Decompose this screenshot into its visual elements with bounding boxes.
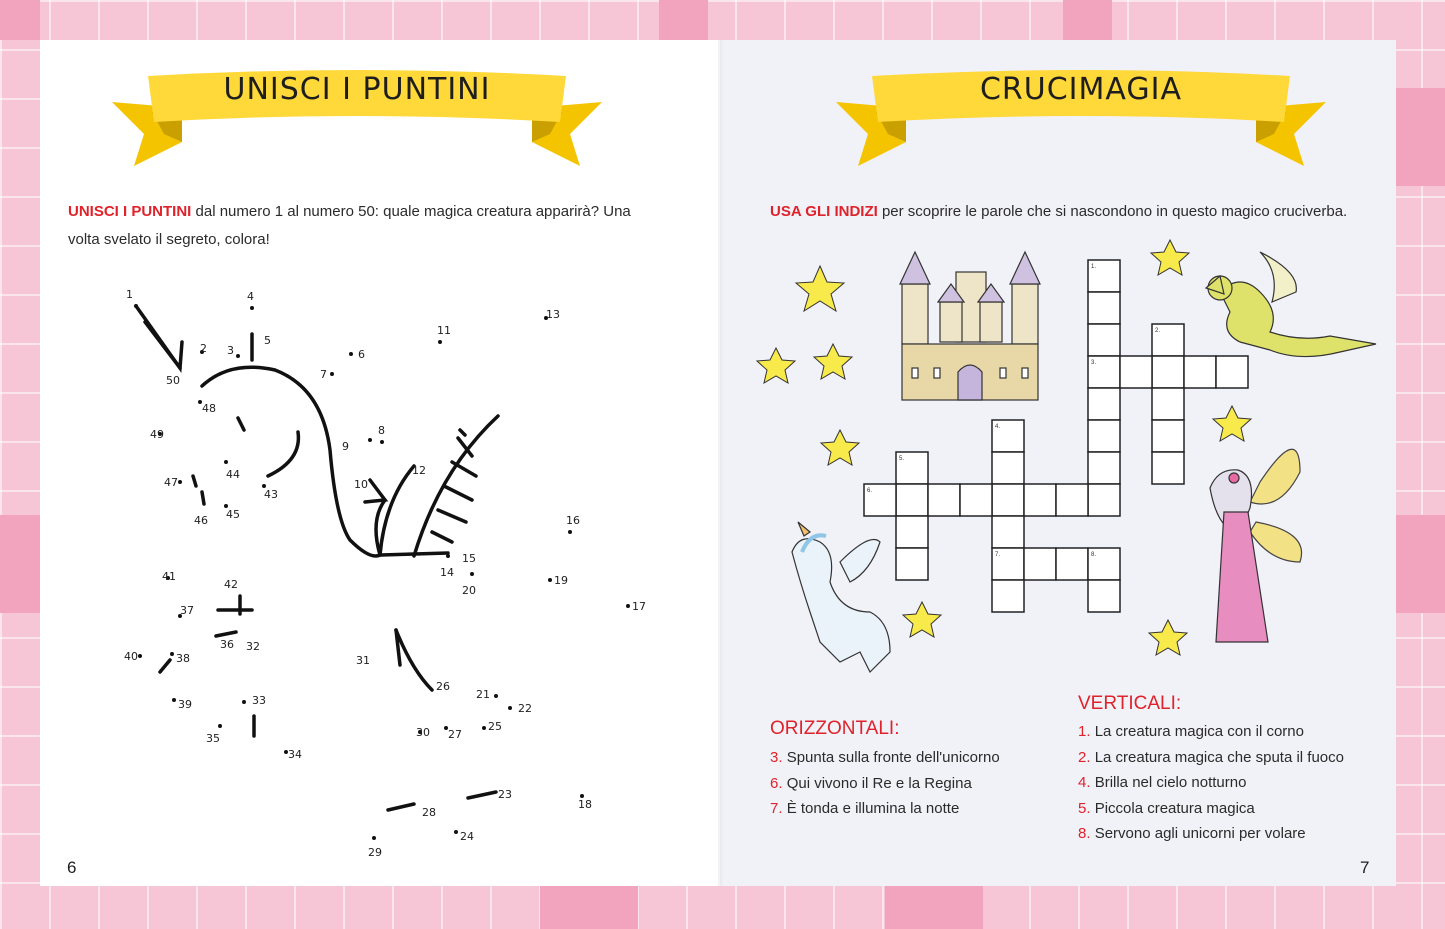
vertical-clues-title: VERTICALI:: [1078, 693, 1182, 714]
instructions-highlight: UNISCI I PUNTINI: [68, 203, 192, 220]
dot-label: 44: [226, 468, 240, 481]
dot-label: 48: [202, 402, 216, 415]
dot-label: 6: [358, 348, 365, 361]
clue-item: 1. La creatura magica con il corno: [1078, 723, 1304, 740]
dot-label: 33: [252, 694, 266, 707]
background-block: [540, 886, 638, 929]
castle-icon: [900, 252, 1040, 400]
dot-label: 43: [264, 488, 278, 501]
dot-label: 36: [220, 638, 234, 651]
background-block: [1396, 88, 1445, 186]
page-title: UNISCI I PUNTINI: [223, 72, 491, 107]
dot-label: 26: [436, 680, 450, 693]
dot-label: 8: [378, 424, 385, 437]
dot-label: 29: [368, 846, 382, 859]
crossword-number: 6.: [867, 488, 873, 494]
dot-label: 46: [194, 514, 208, 527]
instructions-highlight: USA GLI INDIZI: [770, 203, 878, 220]
page-number: 6: [67, 858, 77, 877]
background-block: [1063, 0, 1112, 40]
crossword-number: 8.: [1091, 552, 1097, 558]
dot-label: 27: [448, 728, 462, 741]
dot-label: 22: [518, 702, 532, 715]
page-title: CRUCIMAGIA: [979, 72, 1183, 107]
instructions-text: [68, 198, 708, 254]
dot-label: 7: [320, 368, 327, 381]
dot-label: 14: [440, 566, 454, 579]
dot-label: 17: [632, 600, 646, 613]
vertical-clues-list: [1078, 719, 1344, 847]
horizontal-clues-list: [770, 745, 1000, 822]
clue-item: 5. Piccola creatura magica: [1078, 799, 1255, 817]
dot-label: 30: [416, 726, 430, 739]
crossword-number: 5.: [899, 456, 905, 462]
dot-label: 16: [566, 514, 580, 527]
dot-label: 1: [126, 288, 133, 301]
dot-to-dot-puzzle: [40, 270, 700, 870]
background-block: [0, 0, 40, 40]
dot-label: 2: [200, 342, 207, 355]
horizontal-clues-title: ORIZZONTALI:: [770, 718, 900, 739]
fairy-icon: [1210, 449, 1302, 642]
dot-label: 4: [247, 290, 254, 303]
crossword-number: 2.: [1155, 328, 1161, 334]
dot-label: 13: [546, 308, 560, 321]
dot-label: 12: [412, 464, 426, 477]
dot-label: 24: [460, 830, 474, 843]
crossword-illustration: [740, 232, 1390, 702]
dot-label: 35: [206, 732, 220, 745]
dot-label: 32: [246, 640, 260, 653]
background-block: [0, 515, 40, 613]
background-block: [1396, 515, 1445, 613]
dot-label: 47: [164, 476, 178, 489]
dot-label: 37: [180, 604, 194, 617]
background-block: [885, 886, 983, 929]
dot-label: 25: [488, 720, 502, 733]
clue-item: 7. È tonda e illumina la notte: [770, 800, 960, 817]
clue-item: 4. Brilla nel cielo notturno: [1078, 774, 1247, 791]
crossword-number: 7.: [995, 552, 1001, 558]
instructions-line: volta svelato il segreto, colora!: [68, 231, 270, 248]
dot-label: 39: [178, 698, 192, 711]
dot-label: 41: [162, 570, 176, 583]
page-gutter: [718, 40, 724, 886]
dot-label: 15: [462, 552, 476, 565]
dot-label: 31: [356, 654, 370, 667]
dot-label: 49: [150, 428, 164, 441]
title-banner-left: [112, 62, 602, 172]
crossword-number: 3.: [1091, 360, 1097, 366]
dot-label: 10: [354, 478, 368, 491]
instructions-text: [770, 198, 1390, 226]
dot-label: 9: [342, 440, 349, 453]
dot-label: 45: [226, 508, 240, 521]
crossword-number: 1.: [1091, 264, 1097, 270]
dot-label: 28: [422, 806, 436, 819]
dot-label: 42: [224, 578, 238, 591]
dot-label: 20: [462, 584, 476, 597]
clue-item: 6. Qui vivono il Re e la Regina: [770, 774, 972, 792]
unicorn-icon: [792, 522, 890, 672]
crossword-number: 4.: [995, 424, 1001, 430]
instructions-line: per scoprire le parole che si nascondono in questo magico cruciverba.: [877, 203, 1348, 220]
dot-label: 50: [166, 374, 180, 387]
clue-item: 8. Servono agli unicorni per volare: [1078, 825, 1306, 842]
clue-item: 3. Spunta sulla fronte dell'unicorno: [770, 749, 1000, 766]
dot-label: 19: [554, 574, 568, 587]
title-banner-right: [836, 62, 1326, 172]
dot-label: 11: [437, 324, 451, 337]
dot-label: 40: [124, 650, 138, 663]
clue-item: 2. La creatura magica che sputa il fuoco: [1078, 748, 1344, 766]
dot-label: 21: [476, 688, 490, 701]
dragon-icon: [1206, 252, 1376, 357]
dot-label: 34: [288, 748, 302, 761]
instructions-line: dal numero 1 al numero 50: quale magica creatura apparirà? Una: [191, 203, 631, 220]
page-number: 7: [1360, 858, 1370, 877]
dot-label: 23: [498, 788, 512, 801]
dot-label: 38: [176, 652, 190, 665]
dot-label: 18: [578, 798, 592, 811]
background-block: [659, 0, 708, 40]
dot-label: 5: [264, 334, 271, 347]
dot-label: 3: [227, 344, 234, 357]
